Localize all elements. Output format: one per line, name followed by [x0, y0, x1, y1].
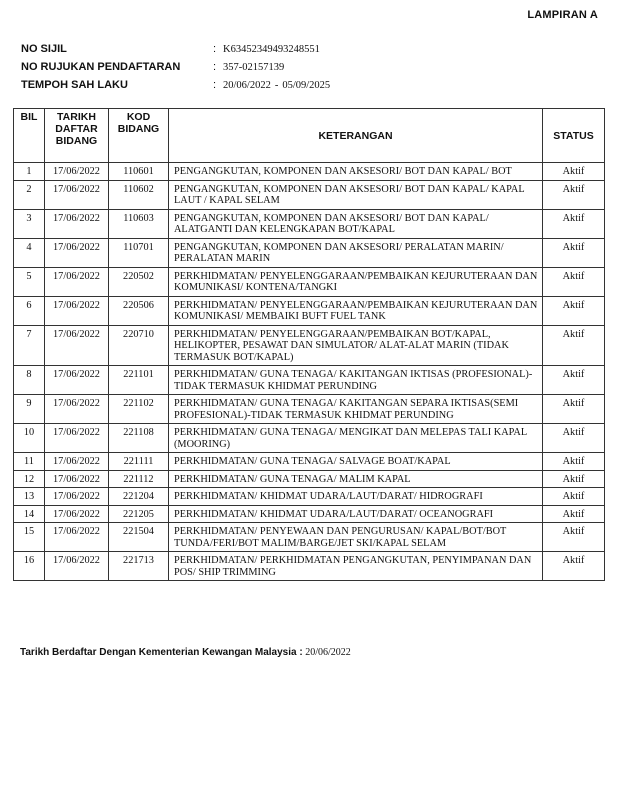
- tempoh-label: TEMPOH SAH LAKU: [21, 79, 128, 91]
- table-row: [14, 424, 605, 453]
- header-status: STATUS: [543, 109, 605, 163]
- no-rujukan-value: 357-02157139: [223, 61, 285, 73]
- no-rujukan-label: NO RUJUKAN PENDAFTARAN: [21, 61, 181, 73]
- cell-keterangan: PERKHIDMATAN/ GUNA TENAGA/ MENGIKAT DAN MELEPAS TALI KAPAL (MOORING): [169, 424, 543, 453]
- table-row: [14, 552, 605, 581]
- table-row: [14, 296, 605, 325]
- cell-keterangan: PERKHIDMATAN/ PENYEWAAN DAN PENGURUSAN/ KAPAL/BOT/BOT TUNDA/FERI/BOT MALIM/BARGE/JET SKI/KAPAL SELAM: [169, 523, 543, 552]
- cell-kod: 220502: [109, 267, 169, 296]
- cell-tarikh: 17/06/2022: [45, 488, 109, 506]
- cell-kod: 110601: [109, 163, 169, 181]
- footer-registration: [20, 647, 351, 658]
- cell-kod: 221101: [109, 366, 169, 395]
- table-row: [14, 267, 605, 296]
- cell-kod: 221205: [109, 505, 169, 523]
- cell-keterangan: PERKHIDMATAN/ PENYELENGGARAAN/PEMBAIKAN BOT/KAPAL, HELIKOPTER, PESAWAT DAN SIMULATOR/ ALAT-ALAT MARIN (TIDAK TERMASUK BOT/KAPAL): [169, 325, 543, 366]
- header-bil: BIL: [14, 109, 45, 163]
- table-row: [14, 488, 605, 506]
- cell-keterangan: PERKHIDMATAN/ GUNA TENAGA/ KAKITANGAN IKTISAS (PROFESIONAL)-TIDAK TERMASUK KHIDMAT PERUNDING: [169, 366, 543, 395]
- cell-kod: 221102: [109, 395, 169, 424]
- cell-tarikh: 17/06/2022: [45, 366, 109, 395]
- cell-tarikh: 17/06/2022: [45, 523, 109, 552]
- colon: :: [213, 79, 217, 91]
- colon: :: [213, 61, 217, 73]
- cell-kod: 221713: [109, 552, 169, 581]
- cell-status: Aktif: [543, 366, 605, 395]
- cell-keterangan: PENGANGKUTAN, KOMPONEN DAN AKSESORI/ BOT DAN KAPAL/ BOT: [169, 163, 543, 181]
- cell-status: Aktif: [543, 163, 605, 181]
- cell-status: Aktif: [543, 453, 605, 471]
- cell-kod: 221204: [109, 488, 169, 506]
- cell-kod: 221108: [109, 424, 169, 453]
- cell-keterangan: PERKHIDMATAN/ PENYELENGGARAAN/PEMBAIKAN KEJURUTERAAN DAN KOMUNIKASI/ KONTENA/TANGKI: [169, 267, 543, 296]
- table-row: [14, 366, 605, 395]
- cell-status: Aktif: [543, 395, 605, 424]
- table-row: [14, 209, 605, 238]
- tempoh-from: 20/06/2022: [223, 79, 271, 91]
- table-header-row: [14, 109, 605, 163]
- cell-status: Aktif: [543, 523, 605, 552]
- cell-bil: 14: [14, 505, 45, 523]
- page-header-lampiran: LAMPIRAN A: [527, 9, 598, 21]
- cell-tarikh: 17/06/2022: [45, 163, 109, 181]
- cell-bil: 7: [14, 325, 45, 366]
- footer-value: 20/06/2022: [305, 647, 351, 658]
- table-row: [14, 470, 605, 488]
- table-row: [14, 325, 605, 366]
- cell-status: Aktif: [543, 267, 605, 296]
- header-kod: KOD BIDANG: [109, 109, 169, 163]
- cell-tarikh: 17/06/2022: [45, 453, 109, 471]
- footer-label: Tarikh Berdaftar Dengan Kementerian Kewangan Malaysia :: [20, 647, 303, 658]
- cell-bil: 8: [14, 366, 45, 395]
- cell-bil: 10: [14, 424, 45, 453]
- cell-bil: 5: [14, 267, 45, 296]
- table-body: [14, 163, 605, 581]
- cell-tarikh: 17/06/2022: [45, 505, 109, 523]
- cell-bil: 11: [14, 453, 45, 471]
- meta-row-tempoh: [21, 76, 330, 94]
- cell-tarikh: 17/06/2022: [45, 267, 109, 296]
- cell-keterangan: PERKHIDMATAN/ GUNA TENAGA/ SALVAGE BOAT/KAPAL: [169, 453, 543, 471]
- tempoh-value: [223, 80, 330, 91]
- table-row: [14, 238, 605, 267]
- cell-keterangan: PERKHIDMATAN/ KHIDMAT UDARA/LAUT/DARAT/ HIDROGRAFI: [169, 488, 543, 506]
- table-row: [14, 395, 605, 424]
- cell-kod: 221112: [109, 470, 169, 488]
- cell-tarikh: 17/06/2022: [45, 209, 109, 238]
- cell-tarikh: 17/06/2022: [45, 296, 109, 325]
- meta-row-no-sijil: [21, 40, 330, 58]
- header-tarikh: TARIKH DAFTAR BIDANG: [45, 109, 109, 163]
- cell-keterangan: PENGANGKUTAN, KOMPONEN DAN AKSESORI/ PERALATAN MARIN/ PERALATAN MARIN: [169, 238, 543, 267]
- cell-tarikh: 17/06/2022: [45, 470, 109, 488]
- cell-keterangan: PENGANGKUTAN, KOMPONEN DAN AKSESORI/ BOT DAN KAPAL/ ALATGANTI DAN KELENGKAPAN BOT/KAPAL: [169, 209, 543, 238]
- cell-kod: 221504: [109, 523, 169, 552]
- cell-kod: 110603: [109, 209, 169, 238]
- cell-kod: 221111: [109, 453, 169, 471]
- cell-status: Aktif: [543, 180, 605, 209]
- cell-status: Aktif: [543, 470, 605, 488]
- cell-status: Aktif: [543, 296, 605, 325]
- header-keterangan: KETERANGAN: [169, 109, 543, 163]
- cell-bil: 3: [14, 209, 45, 238]
- cell-status: Aktif: [543, 238, 605, 267]
- no-sijil-label: NO SIJIL: [21, 43, 67, 55]
- table-row: [14, 505, 605, 523]
- table-row: [14, 180, 605, 209]
- cell-keterangan: PERKHIDMATAN/ GUNA TENAGA/ MALIM KAPAL: [169, 470, 543, 488]
- table-row: [14, 163, 605, 181]
- cell-keterangan: PERKHIDMATAN/ PERKHIDMATAN PENGANGKUTAN, PENYIMPANAN DAN POS/ SHIP TRIMMING: [169, 552, 543, 581]
- table-row: [14, 453, 605, 471]
- cell-bil: 4: [14, 238, 45, 267]
- tempoh-to: 05/09/2025: [282, 79, 331, 91]
- cell-tarikh: 17/06/2022: [45, 552, 109, 581]
- cell-tarikh: 17/06/2022: [45, 238, 109, 267]
- cell-kod: 110701: [109, 238, 169, 267]
- cell-kod: 220710: [109, 325, 169, 366]
- cell-kod: 110602: [109, 180, 169, 209]
- table-row: [14, 523, 605, 552]
- cell-keterangan: PENGANGKUTAN, KOMPONEN DAN AKSESORI/ BOT DAN KAPAL/ KAPAL LAUT / KAPAL SELAM: [169, 180, 543, 209]
- cell-kod: 220506: [109, 296, 169, 325]
- bidang-table: [13, 108, 605, 581]
- cell-keterangan: PERKHIDMATAN/ KHIDMAT UDARA/LAUT/DARAT/ OCEANOGRAFI: [169, 505, 543, 523]
- cell-tarikh: 17/06/2022: [45, 180, 109, 209]
- cell-keterangan: PERKHIDMATAN/ GUNA TENAGA/ KAKITANGAN SEPARA IKTISAS(SEMI PROFESIONAL)-TIDAK TERMASUK KHIDMAT PERUNDING: [169, 395, 543, 424]
- cell-tarikh: 17/06/2022: [45, 325, 109, 366]
- cell-bil: 6: [14, 296, 45, 325]
- cell-bil: 9: [14, 395, 45, 424]
- cell-tarikh: 17/06/2022: [45, 424, 109, 453]
- cell-keterangan: PERKHIDMATAN/ PENYELENGGARAAN/PEMBAIKAN KEJURUTERAAN DAN KOMUNIKASI/ MEMBAIKI BUFT FUEL TANK: [169, 296, 543, 325]
- cell-status: Aktif: [543, 488, 605, 506]
- cell-bil: 16: [14, 552, 45, 581]
- cell-bil: 15: [14, 523, 45, 552]
- cell-status: Aktif: [543, 552, 605, 581]
- cell-status: Aktif: [543, 209, 605, 238]
- cell-bil: 13: [14, 488, 45, 506]
- tempoh-separator: -: [274, 79, 279, 91]
- cell-bil: 1: [14, 163, 45, 181]
- cell-status: Aktif: [543, 505, 605, 523]
- cell-bil: 12: [14, 470, 45, 488]
- certificate-meta: [21, 40, 330, 94]
- cell-bil: 2: [14, 180, 45, 209]
- cell-status: Aktif: [543, 424, 605, 453]
- cell-tarikh: 17/06/2022: [45, 395, 109, 424]
- colon: :: [213, 43, 217, 55]
- meta-row-no-rujukan: [21, 58, 330, 76]
- no-sijil-value: K63452349493248551: [223, 43, 320, 55]
- cell-status: Aktif: [543, 325, 605, 366]
